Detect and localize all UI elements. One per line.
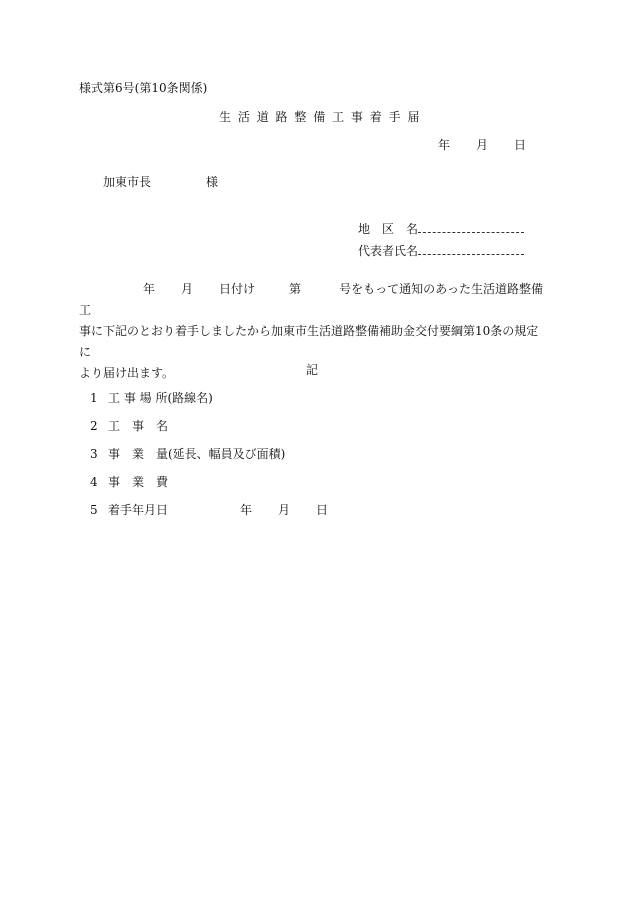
- district-name-field: [358, 222, 524, 235]
- list-item: [90, 420, 168, 432]
- start-year-label: 年: [240, 503, 253, 517]
- item-number: 3: [90, 447, 98, 461]
- list-item: [90, 392, 213, 404]
- date-month-label: 月: [476, 138, 489, 152]
- body-line-2: 事に下記のとおり着手しましたから加東市生活道路整備補助金交付要綱第10条の規定に: [79, 324, 539, 359]
- item-number: 1: [90, 391, 98, 405]
- item-number: 5: [90, 503, 98, 517]
- addressee-honorific: 様: [206, 175, 219, 189]
- title-char: 生: [219, 110, 232, 124]
- body-line-3: より届け出ます。: [79, 366, 175, 380]
- title-char: 道: [256, 110, 269, 124]
- district-name-blank[interactable]: [418, 222, 524, 233]
- addressee-name: 加東市長: [103, 175, 152, 189]
- title-char: 工: [332, 110, 345, 124]
- title-char: 備: [313, 110, 326, 124]
- date-year-label: 年: [438, 138, 451, 152]
- title-char: 着: [369, 110, 382, 124]
- date-day-label: 日: [514, 138, 527, 152]
- addressee: [103, 176, 218, 188]
- item-label: 事 業 量(延長、幅員及び面積): [108, 447, 286, 461]
- item-label: 事 業 費: [108, 475, 169, 489]
- body-number-prefix: 第: [289, 282, 302, 296]
- title-char: 路: [275, 110, 288, 124]
- title-char: 届: [407, 110, 420, 124]
- body-year: 年: [143, 282, 156, 296]
- start-month-label: 月: [278, 503, 291, 517]
- start-day-label: 日: [316, 503, 329, 517]
- item-label: 工 事 名: [108, 419, 169, 433]
- form-number: 様式第6号(第10条関係): [79, 81, 208, 95]
- list-item: [90, 476, 168, 488]
- item-number: 2: [90, 419, 98, 433]
- representative-name-field: [358, 244, 524, 257]
- district-name-label: 地 区 名: [358, 222, 419, 236]
- body-line-1: [79, 279, 549, 321]
- title-char: 整: [294, 110, 307, 124]
- representative-name-blank[interactable]: [418, 244, 524, 255]
- representative-name-label: 代表者氏名: [358, 244, 419, 258]
- title-char: 事: [350, 110, 363, 124]
- submission-date: [438, 139, 526, 151]
- ki-heading: 記: [306, 363, 319, 377]
- item-number: 4: [90, 475, 98, 489]
- title-char: 手: [388, 110, 401, 124]
- body-month: 月: [181, 282, 194, 296]
- title-char: 活: [237, 110, 250, 124]
- list-item: [90, 448, 285, 460]
- body-day-suffix: 日付け: [219, 282, 256, 296]
- body-line-1-tail: 号をもって通知のあった生活道路整備工: [79, 282, 543, 317]
- list-item: [90, 504, 328, 516]
- document-title: [219, 111, 422, 123]
- item-label: 工 事 場 所(路線名): [108, 391, 213, 405]
- item-label: 着手年月日: [108, 503, 169, 517]
